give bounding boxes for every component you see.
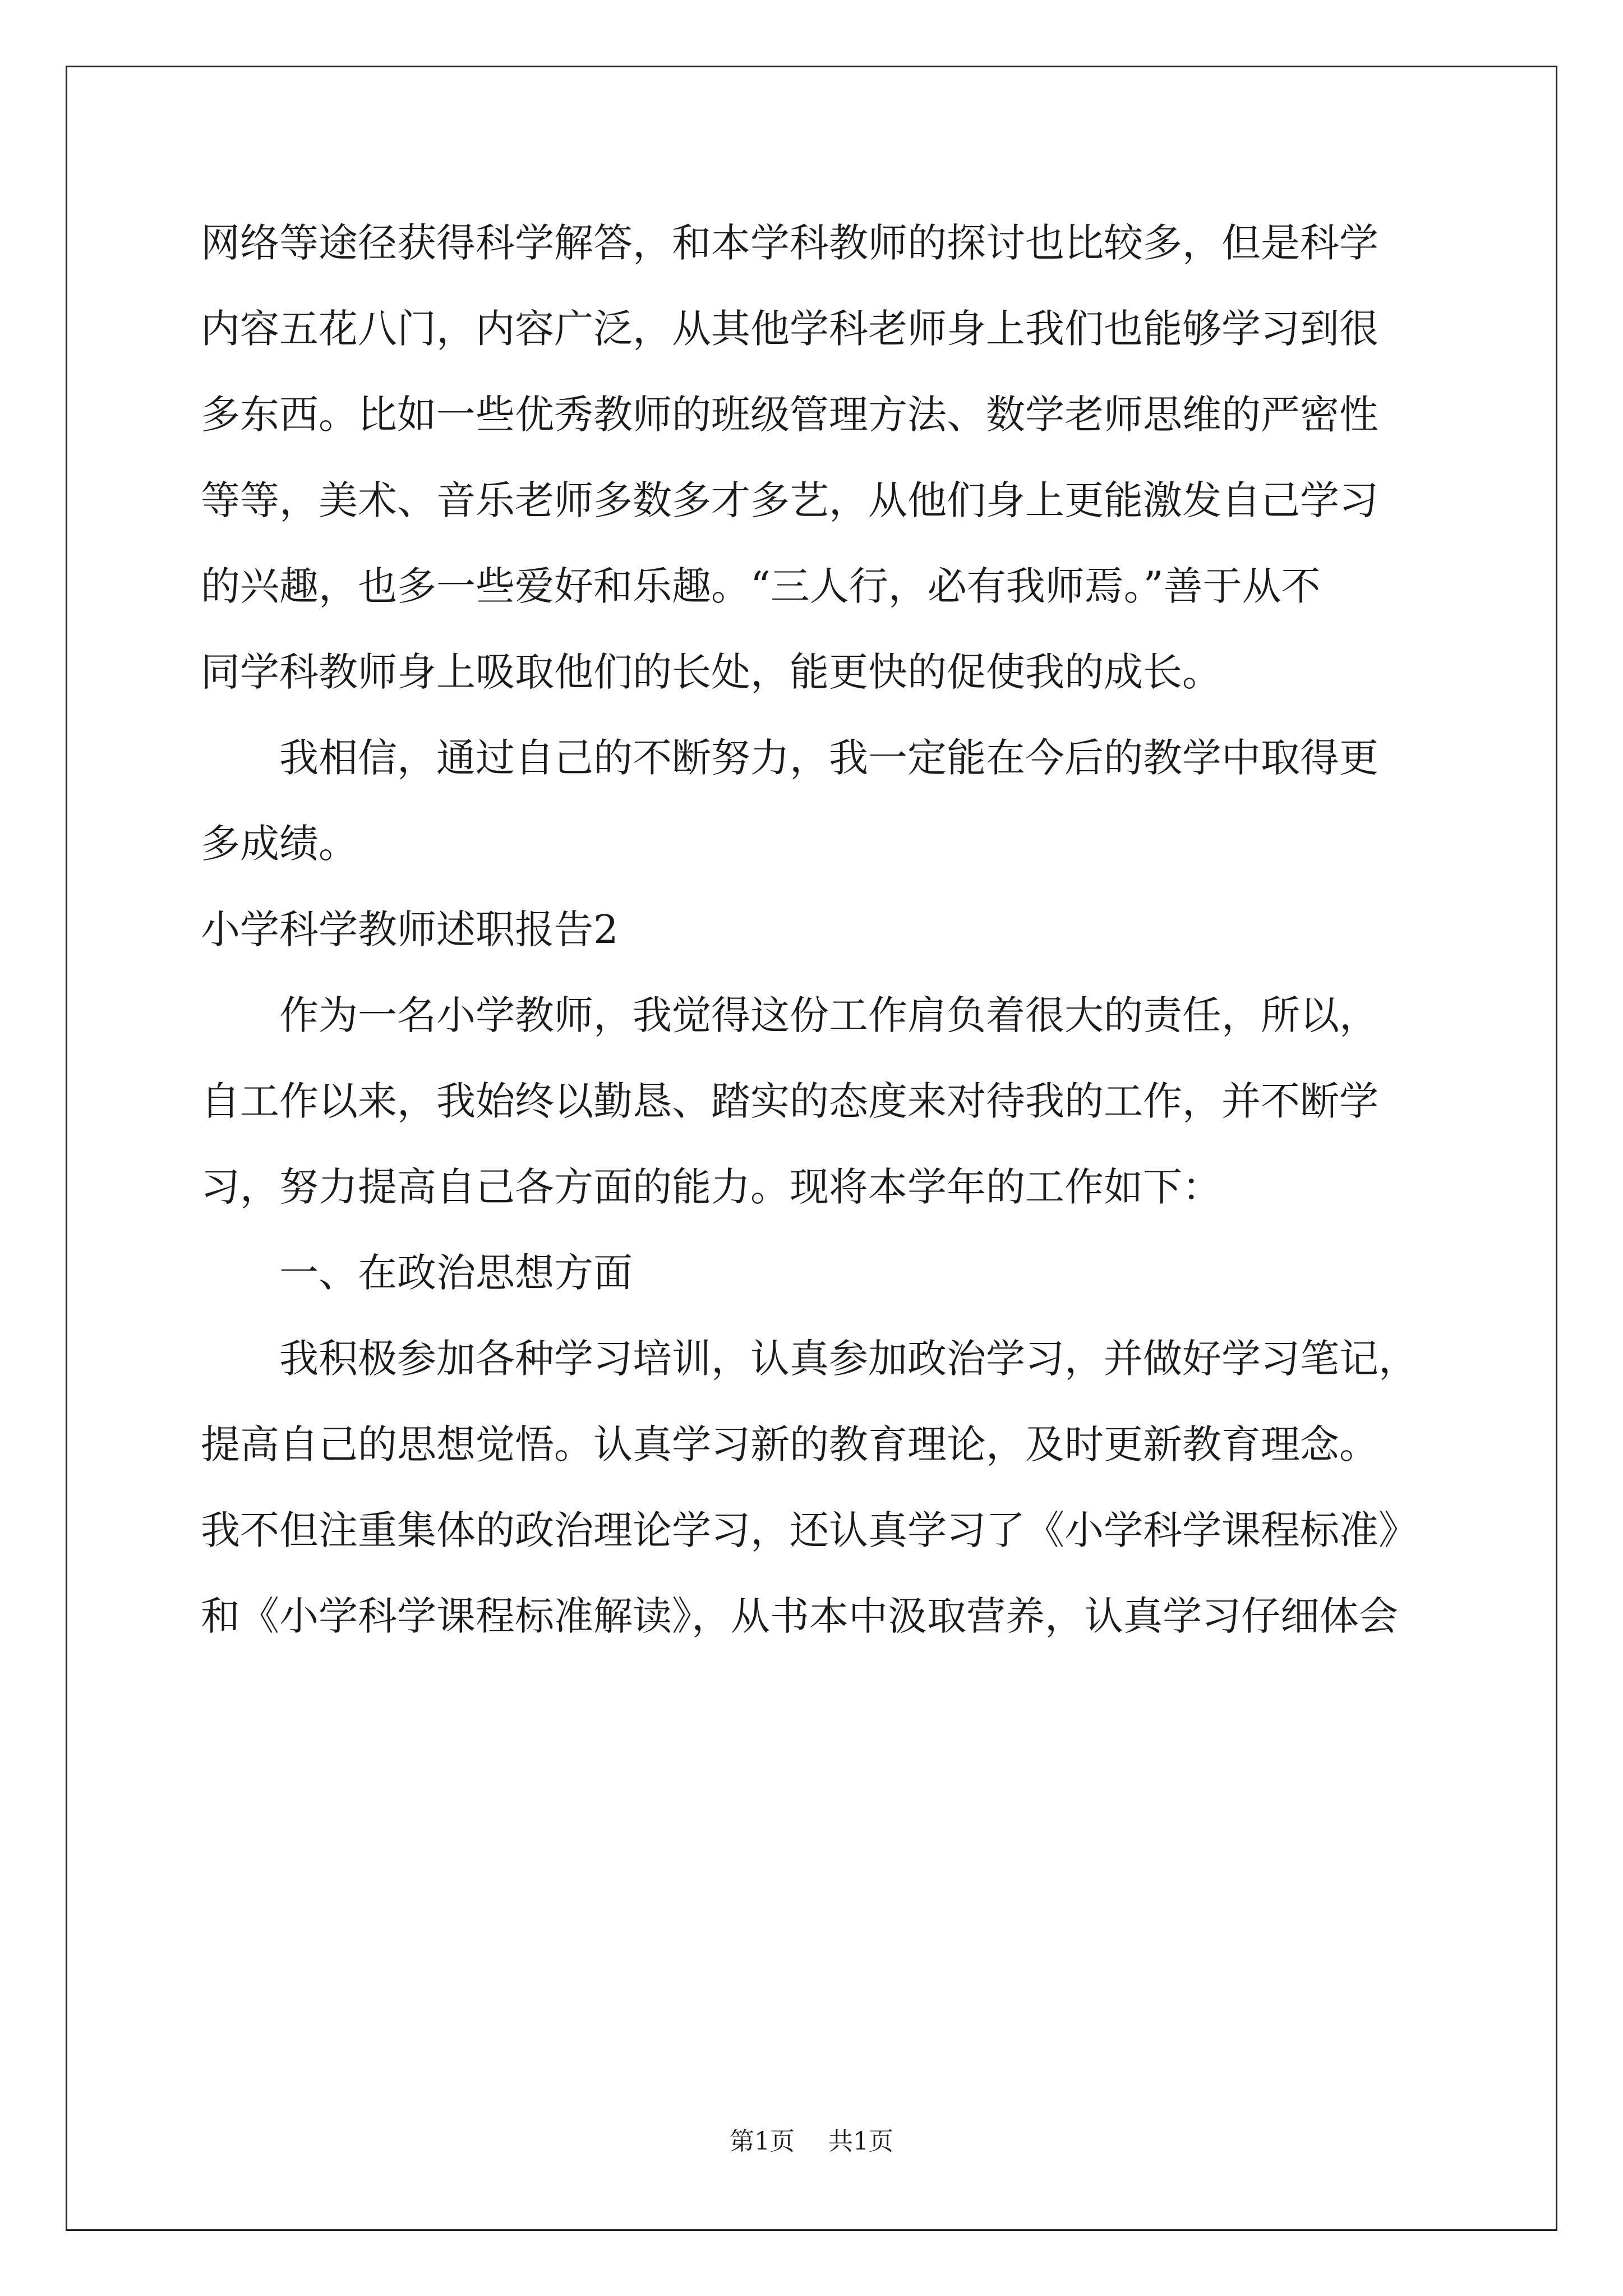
text-line: 我不但注重集体的政治理论学习，还认真学习了《小学科学课程标准》 <box>201 1507 1418 1553</box>
text-line: 同学科教师身上吸取他们的长处，能更快的促使我的成长。 <box>201 649 1221 695</box>
text-line: 等等，美术、音乐老师多数多才多艺，从他们身上更能激发自己学习 <box>201 477 1378 523</box>
page-total: 共1页 <box>828 2127 893 2156</box>
page-footer <box>0 2125 1623 2159</box>
text-line: 提高自己的思想觉悟。认真学习新的教育理论，及时更新教育理念。 <box>201 1421 1378 1467</box>
text-line: 自工作以来，我始终以勤恳、踏实的态度来对待我的工作，并不断学 <box>201 1078 1378 1124</box>
text-line: 多成绩。 <box>201 821 358 867</box>
section-heading: 小学科学教师述职报告2 <box>201 907 619 953</box>
text-line: 我相信，通过自己的不断努力，我一定能在今后的教学中取得更 <box>201 735 1378 781</box>
text-line: 内容五花八门，内容广泛，从其他学科老师身上我们也能够学习到很 <box>201 306 1378 352</box>
text-line: 多东西。比如一些优秀教师的班级管理方法、数学老师思维的严密性 <box>201 392 1378 438</box>
page-number: 第1页 <box>730 2127 795 2156</box>
subsection-heading: 一、在政治思想方面 <box>201 1250 633 1296</box>
text-line: 习，努力提高自己各方面的能力。现将本学年的工作如下： <box>201 1164 1221 1210</box>
text-line: 和《小学科学课程标准解读》，从书本中汲取营养，认真学习仔细体会 <box>201 1593 1398 1639</box>
text-line: 的兴趣，也多一些爱好和乐趣。“三人行，必有我师焉。”善于从不 <box>201 563 1321 609</box>
text-line: 我积极参加各种学习培训，认真参加政治学习，并做好学习笔记， <box>201 1336 1418 1382</box>
text-line: 作为一名小学教师，我觉得这份工作肩负着很大的责任，所以， <box>201 992 1378 1038</box>
text-line: 网络等途径获得科学解答，和本学科教师的探讨也比较多，但是科学 <box>201 220 1378 266</box>
